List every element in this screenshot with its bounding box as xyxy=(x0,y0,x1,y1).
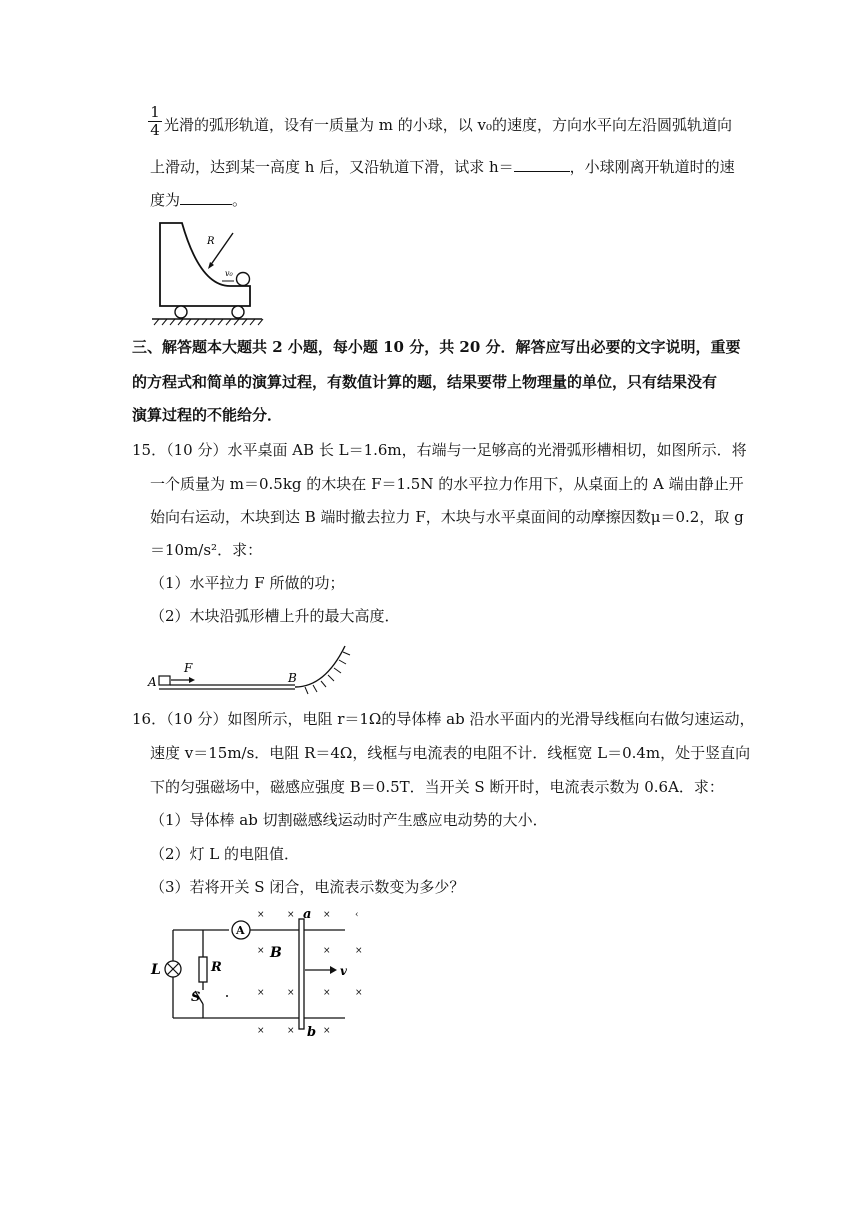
svg-text:×: × xyxy=(287,1026,295,1036)
q14-line-2 xyxy=(150,157,735,177)
q15-subquestion-1: （1）水平拉力 F 所做的功； xyxy=(150,574,345,592)
resistor-label: R xyxy=(211,960,222,975)
q14-line-3-text-a: 度为 xyxy=(150,191,181,209)
q14-line-3 xyxy=(150,190,247,210)
svg-text:×: × xyxy=(257,910,265,920)
figure-circuit-magnetic-field xyxy=(145,903,380,1038)
ammeter-label: A xyxy=(236,924,245,937)
section3-instructions-line-2: 的方程式和简单的演算过程，有数值计算的题，结果要带上物理量的单位，只有结果没有 xyxy=(132,373,718,391)
svg-text:×: × xyxy=(323,988,331,998)
answer-blank-speed xyxy=(180,190,232,205)
svg-text:×: × xyxy=(355,946,363,956)
figure-table-with-arc-groove xyxy=(145,628,355,698)
q14-line-3-text-b: 。 xyxy=(232,191,248,209)
svg-text:×: × xyxy=(323,910,331,920)
q15-line-2: 一个质量为 m＝0.5kg 的木块在 F＝1.5N 的水平拉力作用下，从桌面上的 A 端由静止开 xyxy=(150,475,744,493)
q14-line-2-text-b: ，小球刚离开轨道时的速 xyxy=(569,158,735,176)
figure-label-v0: v₀ xyxy=(225,269,233,278)
q16-line-2: 速度 v＝15m/s．电阻 R＝4Ω，线框与电流表的电阻不计．线框宽 L＝0.4m，处于竖直向 xyxy=(150,744,751,762)
svg-text:×: × xyxy=(257,988,265,998)
svg-text:×: × xyxy=(323,1026,331,1036)
svg-text:‹: ‹ xyxy=(355,910,359,920)
figure-label-F: F xyxy=(184,661,193,675)
resistor-icon xyxy=(199,957,207,982)
q16-line-1: 16．（10 分）如图所示，电阻 r＝1Ω的导体棒 ab 沿水平面内的光滑导线框向右做匀速运动， xyxy=(132,710,755,728)
q15-line-3: 始向右运动，木块到达 B 端时撤去拉力 F，木块与水平桌面间的动摩擦因数μ＝0.2，取 g xyxy=(150,508,744,526)
q16-subquestion-3: （3）若将开关 S 闭合，电流表示数变为多少？ xyxy=(150,878,465,896)
svg-text:×: × xyxy=(257,1026,265,1036)
figure-label-R: R xyxy=(207,236,215,247)
figure-cart-arc-track xyxy=(150,218,265,326)
answer-blank-h xyxy=(514,157,570,172)
section3-instructions-line-3: 演算过程的不能给分． xyxy=(132,406,283,424)
q14-line-1: 光滑的弧形轨道，设有一质量为 m 的小球，以 v₀的速度，方向水平向左沿圆弧轨道向 xyxy=(164,116,733,134)
figure-label-B: B xyxy=(288,671,297,685)
q15-line-1: 15．（10 分）水平桌面 AB 长 L＝1.6m，右端与一足够高的光滑弧形槽相切，如图所示．将 xyxy=(132,441,747,459)
velocity-label: v xyxy=(340,964,347,978)
section3-instructions-line-1: 三、解答题本大题共 2 小题，每小题 10 分，共 20 分．解答应写出必要的文字说明，重要 xyxy=(132,338,741,356)
rod-end-label-b: b xyxy=(307,1025,317,1038)
svg-text:×: × xyxy=(287,988,295,998)
switch-label: S xyxy=(191,990,201,1005)
fraction-denominator: 4 xyxy=(148,121,162,139)
svg-text:×: × xyxy=(287,910,295,920)
fraction-one-quarter xyxy=(148,104,162,139)
q15-line-4: ＝10m/s²．求： xyxy=(150,541,263,559)
q15-subquestion-2: （2）木块沿弧形槽上升的最大高度． xyxy=(150,607,400,625)
q16-subquestion-2: （2）灯 L 的电阻值． xyxy=(150,845,300,863)
lamp-label: L xyxy=(151,962,161,978)
conductor-rod xyxy=(299,919,304,1029)
field-label: B xyxy=(270,945,282,961)
q14-line-2-text-a: 上滑动，达到某一高度 h 后，又沿轨道下滑，试求 h＝ xyxy=(150,158,514,176)
q16-line-3: 下的匀强磁场中，磁感应强度 B＝0.5T．当开关 S 断开时，电流表示数为 0.6A．求： xyxy=(150,778,724,796)
svg-text:×: × xyxy=(323,946,331,956)
q16-subquestion-1: （1）导体棒 ab 切割磁感线运动时产生感应电动势的大小． xyxy=(150,811,548,829)
fraction-numerator: 1 xyxy=(150,103,160,121)
rod-end-label-a: a xyxy=(303,907,312,922)
svg-text:×: × xyxy=(355,988,363,998)
figure-label-A: A xyxy=(148,675,157,689)
svg-text:×: × xyxy=(257,946,265,956)
